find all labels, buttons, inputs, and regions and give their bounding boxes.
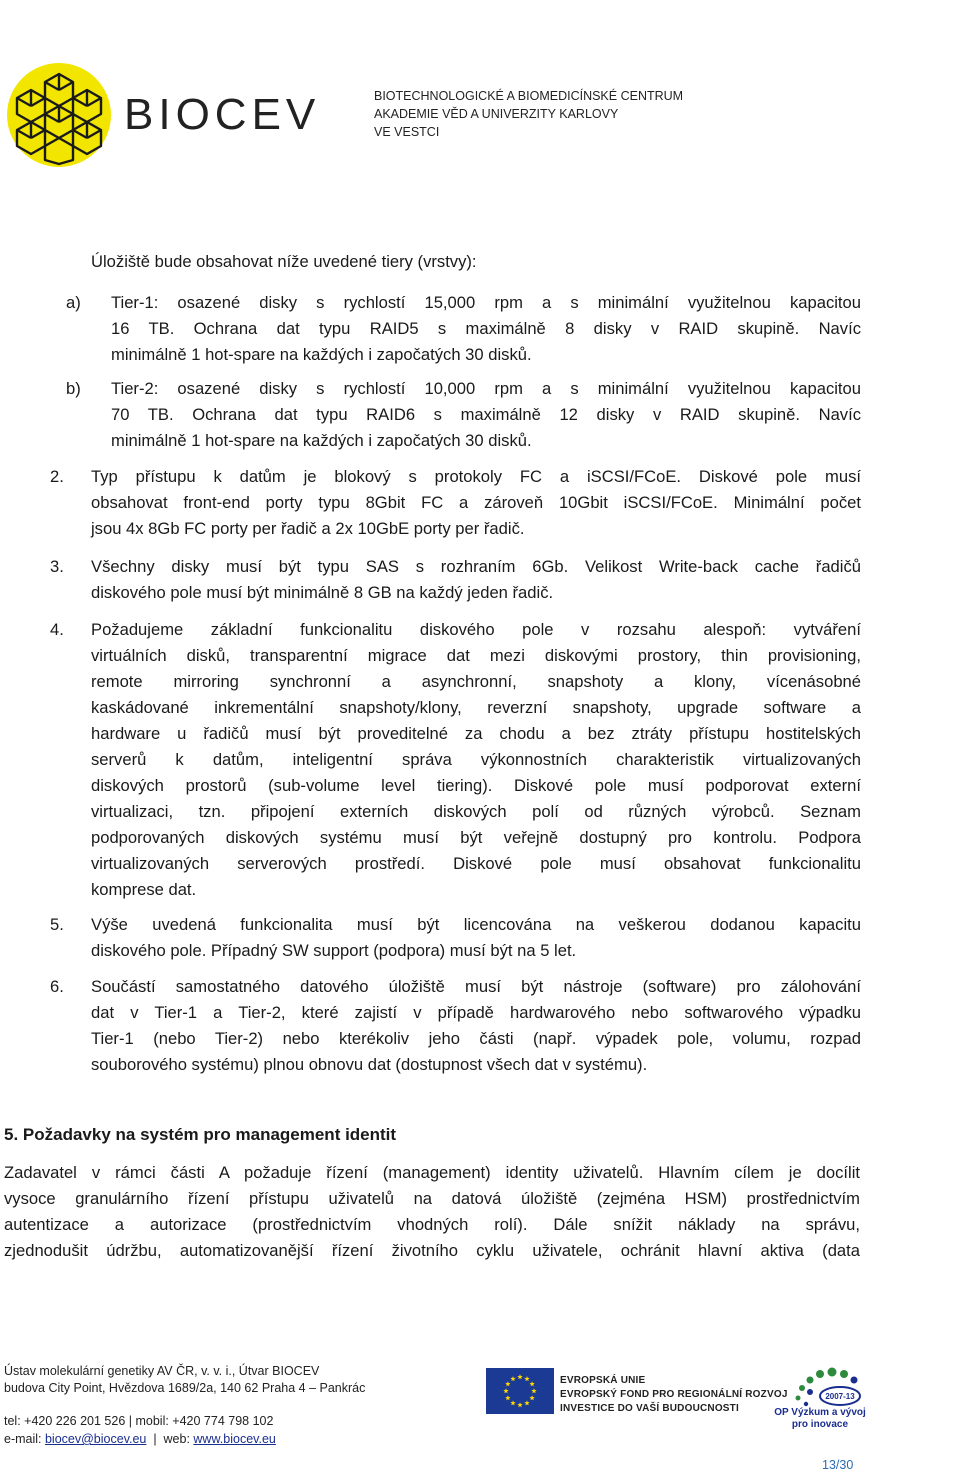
list-item-text [91,617,861,903]
biocev-logo-icon [4,60,120,170]
text-line: virtualizovaných serverových prostředí. Diskové pole musí obsahovat funkcionalitu [91,854,861,873]
address-line: budova City Point, Hvězdova 1689/2a, 140 62 Praha 4 – Pankrác [4,1381,366,1395]
list-item-text [111,290,861,368]
org-line: VE VESTCI [374,125,440,139]
op-line: OP Výzkum a vývoj [774,1407,866,1418]
text-line: komprese dat. [91,880,197,899]
list-item-text [91,464,861,542]
op-program-name [770,1407,870,1431]
text-line: Zadavatel v rámci části A požaduje řízení (management) identity uživatelů. Hlavním cílem je docílit [4,1163,860,1182]
text-line: zjednodušit údržbu, automatizovanější řízení životního cyklu uživatele, ochránit hlavní aktiva (data [4,1241,860,1260]
org-line: BIOTECHNOLOGICKÉ A BIOMEDICÍNSKÉ CENTRUM [374,89,684,103]
text-line: souborového systému) plnou obnovu dat (dostupnost všech dat v systému). [91,1055,648,1074]
text-line: serverů k datům, inteligentní správa výkonnostních charakteristik virtualizovaných [91,750,861,769]
address-line: Ústav molekulární genetiky AV ČR, v. v. i., Útvar BIOCEV [4,1364,320,1378]
list-marker: 2. [50,467,64,486]
text-line: 70 TB. Ochrana dat typu RAID6 s maximálně 12 disky v RAID skupině. Navíc [111,405,861,424]
text-line: podporovaných diskových systému musí být veřejně dostupný pro kontrolu. Podpora [91,828,861,847]
text-line: diskového pole. Případný SW support (podpora) musí být na 5 let. [91,941,577,960]
eu-fund-text [560,1374,788,1416]
text-line: virtuálních disků, transparentní migrace dat mezi diskovými prostory, thin provisioning, [91,646,861,665]
text-line: minimálně 1 hot-spare na každých i započatých 30 disků. [111,431,532,450]
web-link[interactable]: www.biocev.eu [193,1432,276,1446]
text-line: Požadujeme základní funkcionalitu diskového pole v rozsahu alespoň: vytváření [91,620,861,639]
text-line: Tier-1: osazené disky s rychlostí 15,000 rpm a s minimální využitelnou kapacitou [111,293,861,312]
text-line: 16 TB. Ochrana dat typu RAID5 s maximálně 8 disky v RAID skupině. Navíc [111,319,861,338]
list-item-text [91,974,861,1078]
list-marker: 4. [50,620,64,639]
text-line: diskového pole musí být minimálně 8 GB na každý jeden řadič. [91,583,554,602]
section-heading: 5. Požadavky na systém pro management identit [4,1125,397,1144]
list-marker: b) [66,379,81,398]
list-item-text [91,554,861,606]
section-paragraph [4,1160,860,1264]
page-number: 13/30 [822,1458,854,1472]
footer-contact [4,1412,276,1448]
op-line: pro inovace [791,1419,849,1430]
email-link[interactable]: biocev@biocev.eu [44,1432,147,1446]
list-marker: a) [66,293,81,312]
text-line: Typ přístupu k datům je blokový s protokoly FC a iSCSI/FCoE. Diskové pole musí [91,467,861,486]
footer-address [4,1363,365,1397]
list-marker: 6. [50,977,64,996]
email-label: e-mail: [4,1432,45,1446]
text-line: Výše uvedená funkcionalita musí být licencována na veškerou dodanou kapacitu [91,915,861,934]
text-line: obsahovat front-end porty typu 8Gbit FC a zároveň 10Gbit iSCSI/FCoE. Minimální počet [91,493,861,512]
logo-wordmark: BIOCEV [124,90,321,139]
list-item-text [91,912,861,964]
text-line: autentizace a autorizace (prostřednictvím vhodných rolí). Dále snížit náklady na správu, [4,1215,860,1234]
text-line: Všechny disky musí být typu SAS s rozhraním 6Gb. Velikost Write-back cache řadičů [91,557,861,576]
text-line: Součástí samostatného datového úložiště musí být nástroje (software) pro zálohování [91,977,861,996]
list-marker: 3. [50,557,64,576]
text-line: diskových prostorů (sub-volume level tiering). Diskové pole musí podporovat externí [91,776,861,795]
text-line: Tier-1 (nebo Tier-2) nebo kterékoliv jeho části (např. výpadek pole, volumu, rozpad [91,1029,861,1048]
text-line: hardware u řadičů musí být proveditelné za chodu a bez ztráty přístupu hostitelských [91,724,861,743]
phone-line: tel: +420 226 201 526 | mobil: +420 774 798 102 [4,1414,274,1428]
op-vavpi-logo-icon [780,1358,868,1414]
list-marker: 5. [50,915,64,934]
list-item-text [111,376,861,454]
text-line: virtualizaci, tzn. připojení externích diskových polí od různých výrobců. Seznam [91,802,861,821]
eu-line: INVESTICE DO VAŠÍ BUDOUCNOSTI [560,1403,739,1414]
op-years: 2007-13 [825,1392,855,1401]
eu-line: EVROPSKÝ FOND PRO REGIONÁLNÍ ROZVOJ [560,1389,788,1400]
text-line: Tier-2: osazené disky s rychlostí 10,000 rpm a s minimální využitelnou kapacitou [111,379,861,398]
org-line: AKADEMIE VĚD A UNIVERZITY KARLOVY [374,107,619,121]
email-web-line [4,1430,276,1448]
intro-paragraph: Úložiště bude obsahovat níže uvedené tiery (vrstvy): [91,252,477,271]
text-line: vysoce granulárního řízení přístupu uživatelů na datová úložiště (zejména HSM) prostřednictvím [4,1189,860,1208]
text-line: remote mirroring synchronní a asynchronní, snapshoty a klony, vícenásobné [91,672,861,691]
text-line: jsou 4x 8Gb FC porty per řadič a 2x 10GbE porty per řadič. [91,519,525,538]
organization-name [374,87,683,141]
text-line: kaskádované inkrementální snapshoty/klony, reverzní snapshoty, upgrade software a [91,698,861,717]
text-line: minimálně 1 hot-spare na každých i započatých 30 disků. [111,345,532,364]
eu-flag-icon [486,1368,554,1414]
eu-line: EVROPSKÁ UNIE [560,1375,646,1386]
web-label: | web: [146,1432,194,1446]
text-line: dat v Tier-1 a Tier-2, které zajistí v případě hardwarového nebo softwarového výpadku [91,1003,861,1022]
